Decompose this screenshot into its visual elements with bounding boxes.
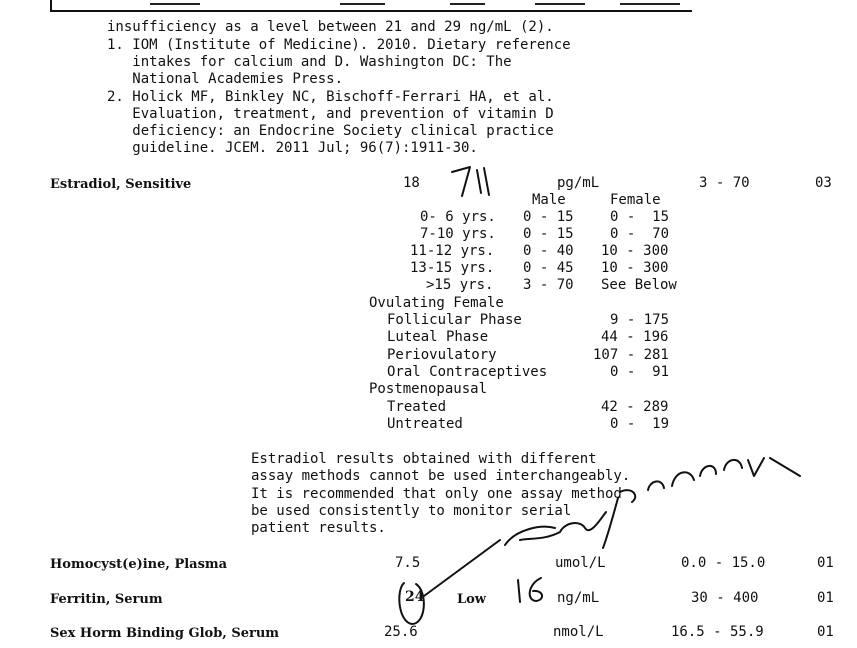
phase-range: 0 - 91 [610, 364, 670, 380]
reference-2-line: 2. Holick MF, Binkley NC, Bischoff-Ferrari HA, et al. [107, 89, 554, 105]
age-row-female: See Below [601, 277, 677, 293]
test-value-homocysteine: 7.5 [395, 555, 421, 571]
age-row-female: 10 - 300 [601, 243, 669, 259]
test-name-estradiol: Estradiol, Sensitive [50, 177, 192, 192]
test-lab-homocysteine: 01 [817, 555, 834, 571]
test-flag-ferritin: Low [457, 592, 487, 607]
test-units-shbg: nmol/L [553, 624, 604, 640]
test-range-estradiol: 3 - 70 [699, 175, 750, 191]
diagonal-mark [424, 540, 500, 596]
age-row-female: 0 - 70 [610, 226, 670, 242]
age-row-female: 0 - 15 [610, 209, 670, 225]
test-value-ferritin: 24 [405, 589, 425, 605]
age-row-female: 10 - 300 [601, 260, 669, 276]
test-name-homocysteine: Homocyst(e)ine, Plasma [50, 557, 228, 572]
reference-1-line: National Academies Press. [107, 71, 344, 87]
test-value-shbg: 25.6 [384, 624, 418, 640]
test-units-ferritin: ng/mL [557, 590, 600, 606]
phase-range: 107 - 281 [593, 347, 669, 363]
age-row-male: 3 - 70 [523, 277, 574, 293]
age-row-label: 13-15 yrs. [410, 260, 495, 276]
phase-range: 9 - 175 [610, 312, 670, 328]
age-row-label: 7-10 yrs. [420, 226, 496, 242]
reference-1-line: intakes for calcium and D. Washington DC: The [107, 54, 512, 70]
phase-label: Periovulatory [387, 347, 497, 363]
postmenopausal-label: Postmenopausal [369, 381, 488, 397]
handwritten-margin-note [505, 458, 800, 548]
column-header-male: Male [532, 192, 566, 208]
age-row-male: 0 - 15 [523, 209, 574, 225]
test-value-estradiol: 18 [403, 175, 420, 191]
test-lab-ferritin: 01 [817, 590, 834, 606]
test-units-homocysteine: umol/L [555, 555, 606, 571]
column-header-female: Female [610, 192, 661, 208]
assay-note-line: assay methods cannot be used interchangeably. [251, 468, 631, 484]
test-lab-shbg: 01 [817, 624, 834, 640]
phase-range: 44 - 196 [601, 329, 669, 345]
test-range-shbg: 16.5 - 55.9 [671, 624, 764, 640]
handwritten-16 [518, 580, 520, 602]
handwritten-71 [452, 167, 470, 196]
reference-1-line: 1. IOM (Institute of Medicine). 2010. Dietary reference [107, 37, 571, 53]
assay-note-line: patient results. [251, 520, 386, 536]
ovulating-female-label: Ovulating Female [369, 295, 504, 311]
test-units-estradiol: pg/mL [557, 175, 600, 191]
age-row-male: 0 - 45 [523, 260, 574, 276]
assay-note-line: be used consistently to monitor serial [251, 503, 572, 519]
postmeno-range: 0 - 19 [610, 416, 670, 432]
assay-note-line: It is recommended that only one assay method [251, 486, 622, 502]
test-name-shbg: Sex Horm Binding Glob, Serum [50, 626, 280, 641]
reference-2-line: guideline. JCEM. 2011 Jul; 96(7):1911-30. [107, 140, 478, 156]
test-name-ferritin: Ferritin, Serum [50, 592, 163, 607]
test-range-homocysteine: 0.0 - 15.0 [681, 555, 766, 571]
postmeno-range: 42 - 289 [601, 399, 669, 415]
test-range-ferritin: 30 - 400 [691, 590, 759, 606]
circle-mark [399, 583, 424, 624]
assay-note-line: Estradiol results obtained with different [251, 451, 597, 467]
reference-2-line: Evaluation, treatment, and prevention of vitamin D [107, 106, 554, 122]
age-row-label: >15 yrs. [426, 277, 494, 293]
age-row-male: 0 - 40 [523, 243, 574, 259]
age-row-label: 0- 6 yrs. [420, 209, 496, 225]
phase-label: Oral Contraceptives [387, 364, 548, 380]
phase-label: Follicular Phase [387, 312, 522, 328]
reference-2-line: deficiency: an Endocrine Society clinical practice [107, 123, 554, 139]
age-row-male: 0 - 15 [523, 226, 574, 242]
postmeno-status: Treated [387, 399, 447, 415]
reference-intro: insufficiency as a level between 21 and 29 ng/mL (2). [107, 19, 554, 35]
age-row-label: 11-12 yrs. [410, 243, 495, 259]
test-lab-estradiol: 03 [815, 175, 832, 191]
phase-label: Luteal Phase [387, 329, 489, 345]
postmeno-status: Untreated [387, 416, 463, 432]
